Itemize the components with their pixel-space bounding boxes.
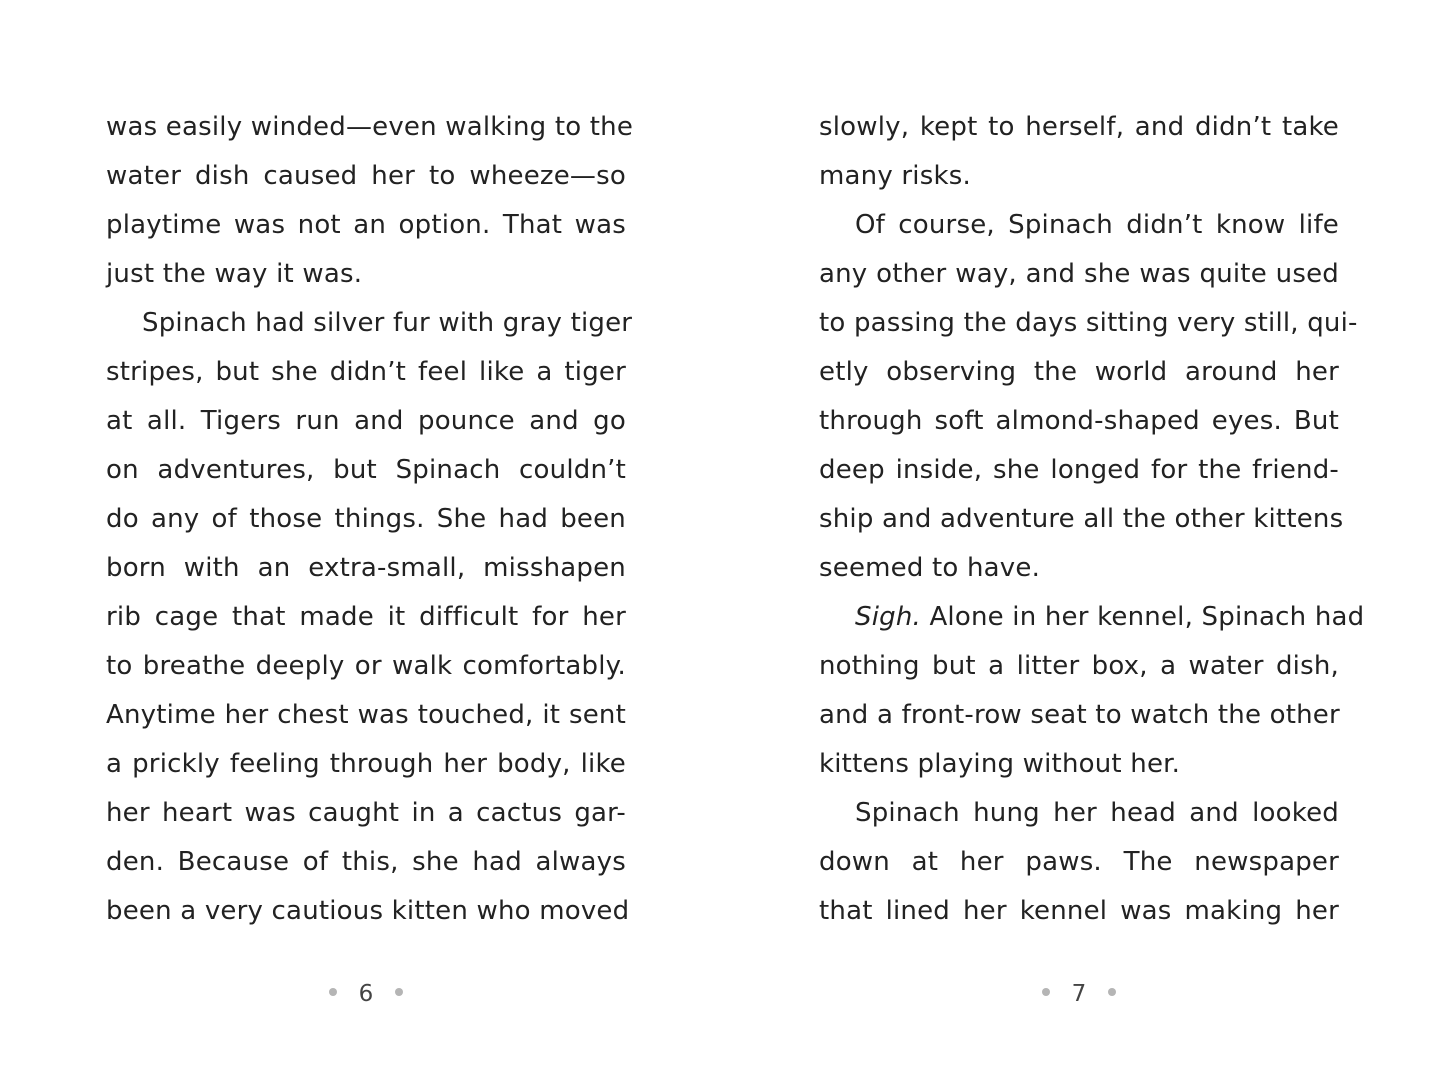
- page-number-right: [819, 978, 1339, 1009]
- text-line: Of course, Spinach didn’t know life: [855, 210, 1339, 240]
- text-line: etly observing the world around her: [819, 357, 1339, 387]
- text-line: Anytime her chest was touched, it sent: [106, 700, 626, 730]
- folio-dot-icon: [329, 988, 337, 996]
- text-line: any other way, and she was quite used: [819, 259, 1339, 289]
- text-line: her heart was caught in a cactus gar-: [106, 798, 626, 828]
- text-line: born with an extra-small, misshapen: [106, 553, 626, 583]
- text-line: a prickly feeling through her body, like: [106, 749, 626, 779]
- text-line: stripes, but she didn’t feel like a tiger: [106, 357, 626, 387]
- text-line: [819, 590, 1365, 639]
- page-number: 7: [1071, 980, 1087, 1007]
- folio-dot-icon: [1042, 988, 1050, 996]
- text-line: to breathe deeply or walk comfortably.: [106, 651, 626, 681]
- text-line: deep inside, she longed for the friend-: [819, 455, 1339, 485]
- text-line-rest: Alone in her kennel, Spinach had: [920, 602, 1365, 632]
- text-line: been a very cautious kitten who moved: [106, 896, 630, 926]
- text-line: just the way it was.: [106, 259, 363, 289]
- text-line: and a front-row seat to watch the other: [819, 700, 1340, 730]
- text-line: slowly, kept to herself, and didn’t take: [819, 112, 1339, 142]
- page-number-left: [106, 978, 626, 1009]
- text-line: to passing the days sitting very still, qui-: [819, 308, 1358, 338]
- text-line: seemed to have.: [819, 553, 1041, 583]
- italic-word: Sigh.: [855, 602, 921, 632]
- text-line: den. Because of this, she had always: [106, 847, 626, 877]
- right-page: [819, 100, 1365, 933]
- text-line: on adventures, but Spinach couldn’t: [106, 455, 626, 485]
- text-line: Spinach had silver fur with gray tiger: [142, 308, 633, 338]
- text-line: Spinach hung her head and looked: [855, 798, 1339, 828]
- text-line: do any of those things. She had been: [106, 504, 626, 534]
- text-line: was easily winded—even walking to the: [106, 112, 634, 142]
- folio-dot-icon: [1108, 988, 1116, 996]
- text-line: rib cage that made it difficult for her: [106, 602, 626, 632]
- text-line: ship and adventure all the other kittens: [819, 504, 1344, 534]
- page-number: 6: [358, 980, 374, 1007]
- text-line: many risks.: [819, 161, 971, 191]
- text-line: at all. Tigers run and pounce and go: [106, 406, 626, 436]
- text-line: nothing but a litter box, a water dish,: [819, 651, 1339, 681]
- text-line: playtime was not an option. That was: [106, 210, 626, 240]
- left-page: [106, 100, 634, 933]
- folio-dot-icon: [395, 988, 403, 996]
- text-line: that lined her kennel was making her: [819, 896, 1339, 926]
- text-line: through soft almond-shaped eyes. But: [819, 406, 1339, 436]
- text-line: down at her paws. The newspaper: [819, 847, 1339, 877]
- text-line: water dish caused her to wheeze—so: [106, 161, 626, 191]
- text-line: kittens playing without her.: [819, 749, 1181, 779]
